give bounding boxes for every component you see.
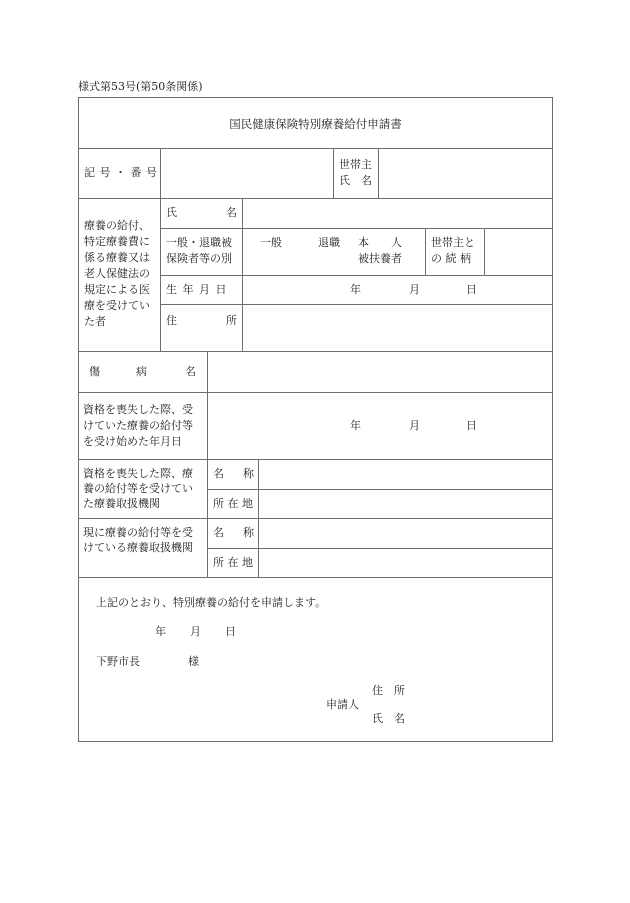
category-self-option[interactable]: 本 人	[358, 236, 402, 249]
start-month-unit: 月	[409, 419, 420, 432]
category-label: 保険者等の別	[166, 252, 232, 265]
category-label: 一般・退職被	[166, 236, 232, 249]
current-name-label: 名	[213, 526, 224, 539]
kigo-bango-field[interactable]	[161, 149, 333, 198]
name-label: 名	[226, 206, 237, 219]
addressee: 下野市長	[96, 655, 140, 668]
applicant-label: 申請人	[326, 698, 359, 711]
address-label: 住	[166, 314, 177, 327]
date-year-unit: 年	[155, 625, 166, 638]
current-institution-location-field[interactable]	[259, 549, 552, 577]
householder-name-field[interactable]	[379, 149, 552, 198]
divider	[425, 228, 426, 275]
honorific: 様	[188, 655, 199, 668]
address-label: 所	[226, 314, 237, 327]
start-date-field[interactable]	[208, 393, 552, 459]
prev-institution-label: た療養取扱機関	[83, 497, 160, 510]
prev-institution-label: 養の給付等を受けてい	[83, 482, 193, 495]
current-institution-name-field[interactable]	[259, 519, 552, 548]
householder-label: 世帯主	[339, 158, 372, 171]
category-dependent-option[interactable]: 被扶養者	[358, 252, 402, 265]
divider	[78, 577, 553, 578]
person-group-line: 規定による医	[84, 283, 150, 296]
applicant-name-label: 氏 名	[372, 712, 405, 725]
prev-institution-name-field[interactable]	[259, 460, 552, 489]
person-group-line: た者	[84, 315, 106, 328]
kigo-bango-label: 記 号 ・ 番 号	[84, 166, 158, 179]
divider	[333, 148, 334, 198]
declaration-statement: 上記のとおり、特別療養の給付を申請します。	[96, 596, 327, 609]
current-name-label: 称	[243, 526, 254, 539]
person-group-line: 特定療養費に	[84, 235, 150, 248]
disease-label: 傷	[89, 365, 100, 378]
person-group-line: 係る療養又は	[84, 251, 150, 264]
birth-label: 生 年 月 日	[166, 283, 228, 296]
address-field[interactable]	[243, 305, 552, 351]
category-general-option[interactable]: 一般	[260, 236, 282, 249]
start-day-unit: 日	[466, 419, 477, 432]
date-month-unit: 月	[190, 625, 201, 638]
birth-day-unit: 日	[466, 283, 477, 296]
current-institution-label: 現に療養の給付等を受	[83, 526, 193, 539]
prev-location-label: 所 在 地	[213, 497, 253, 510]
disease-label: 病	[136, 365, 147, 378]
prev-institution-label: 資格を喪失した際、療	[83, 467, 193, 480]
start-date-label: 資格を喪失した際、受	[83, 403, 193, 416]
relation-field[interactable]	[485, 229, 552, 275]
relation-label: の 続 柄	[431, 252, 471, 265]
applicant-address-label: 住 所	[372, 684, 405, 697]
start-date-label: けていた療養の給付等	[83, 419, 193, 432]
form-title: 国民健康保険特別療養給付申請書	[229, 117, 402, 131]
start-year-unit: 年	[350, 419, 361, 432]
householder-label: 氏 名	[339, 174, 372, 187]
prev-name-label: 称	[243, 467, 254, 480]
name-label: 氏	[166, 206, 177, 219]
current-location-label: 所 在 地	[213, 556, 253, 569]
disease-label: 名	[185, 365, 196, 378]
person-name-field[interactable]	[243, 199, 552, 228]
person-group-line: 療を受けてい	[84, 299, 150, 312]
person-group-line: 療養の給付、	[84, 219, 150, 232]
relation-label: 世帯主と	[431, 236, 475, 249]
category-retired-option[interactable]: 退職	[318, 236, 340, 249]
current-institution-label: けている療養取扱機関	[83, 541, 193, 554]
start-date-label: を受け始めた年月日	[83, 435, 182, 448]
prev-name-label: 名	[213, 467, 224, 480]
disease-name-field[interactable]	[208, 352, 552, 392]
date-day-unit: 日	[225, 625, 236, 638]
form-number: 様式第53号(第50条関係)	[78, 80, 203, 93]
birth-year-unit: 年	[350, 283, 361, 296]
prev-institution-location-field[interactable]	[259, 490, 552, 518]
birth-date-field[interactable]	[243, 276, 552, 304]
person-group-line: 老人保健法の	[84, 267, 150, 280]
birth-month-unit: 月	[409, 283, 420, 296]
